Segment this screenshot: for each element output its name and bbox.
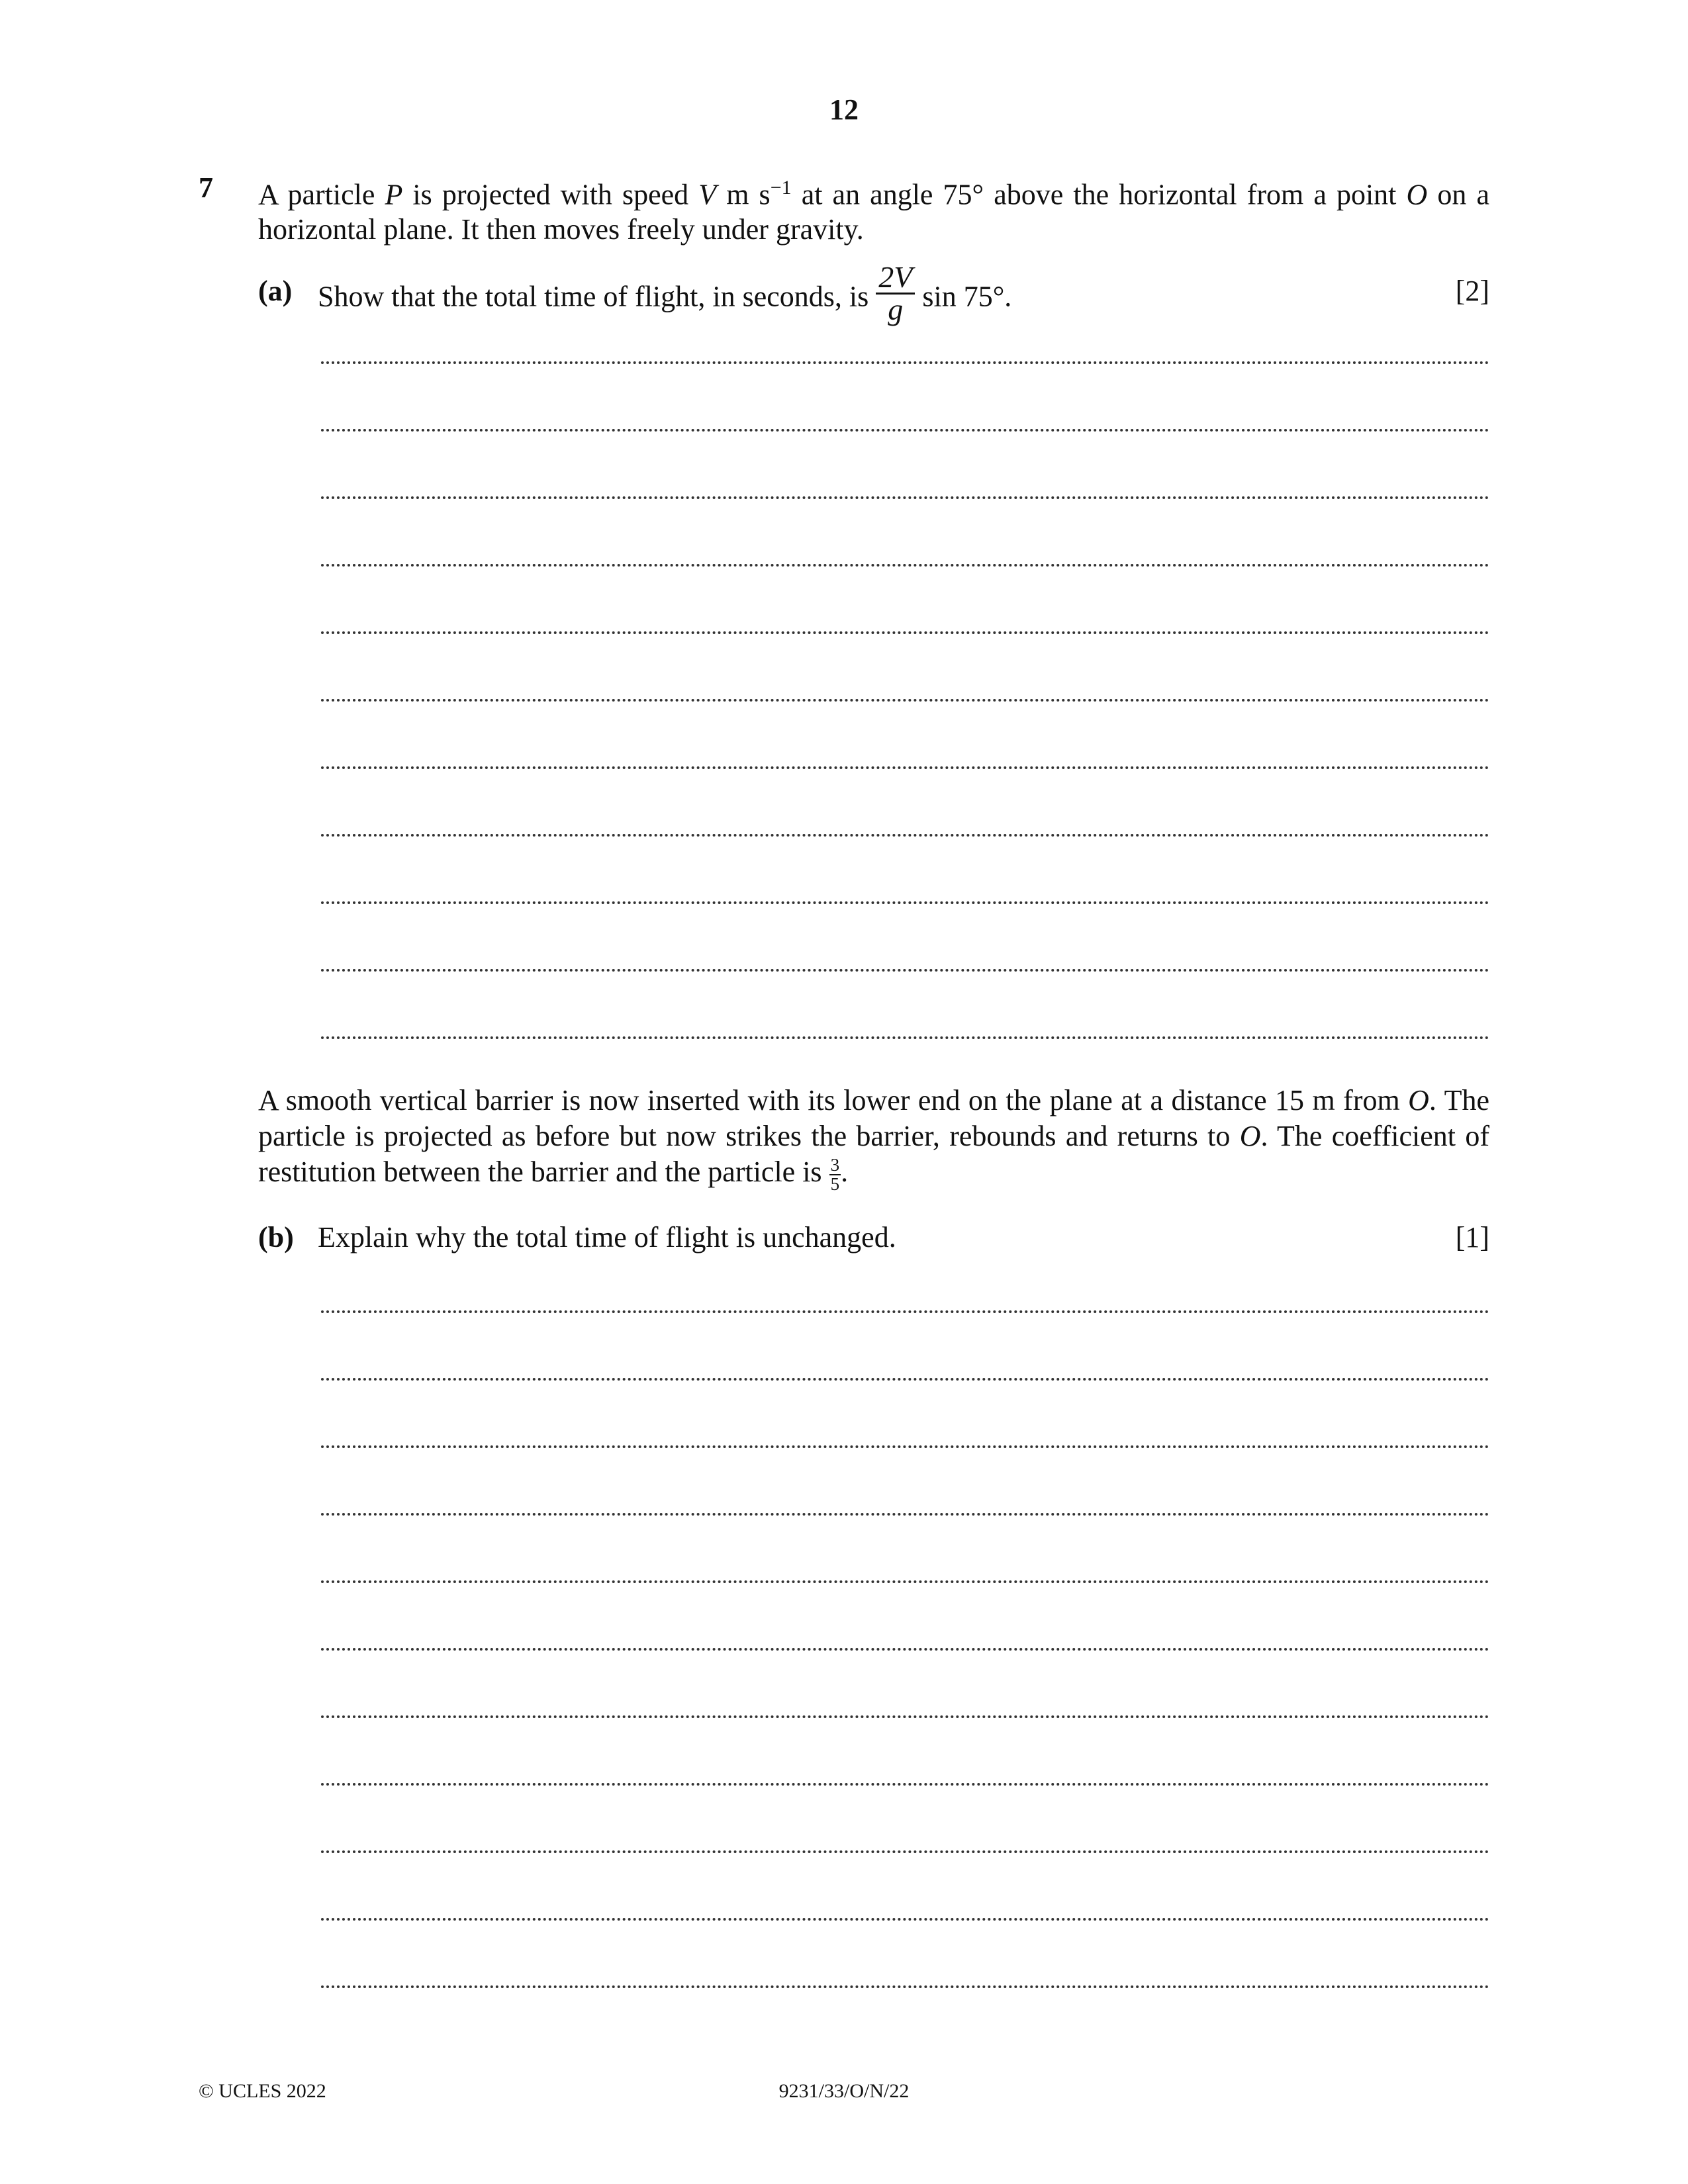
fraction-numerator: 3	[830, 1154, 840, 1175]
part-a-label: (a)	[258, 275, 293, 307]
answer-line[interactable]	[321, 1513, 1489, 1516]
footer-copyright: © UCLES 2022	[199, 2080, 326, 2102]
answer-line[interactable]	[321, 1310, 1489, 1313]
var-o: O	[1408, 1084, 1429, 1116]
part-b-text: Explain why the total time of flight is unchanged.	[318, 1221, 896, 1253]
fraction-numerator: 2V	[876, 262, 915, 295]
barrier-text-2: . The particle is projected as before but now strikes the barrier, rebounds and returns to	[258, 1084, 1489, 1152]
part-a-text-main: Show that the total time of flight, in seconds, is	[318, 280, 876, 313]
intro-text-2: is projected with speed	[402, 178, 699, 211]
footer-paper-code: 9231/33/O/N/22	[778, 2080, 910, 2102]
barrier-text-1: A smooth vertical barrier is now inserted with its lower end on the plane at a distance 15 m from	[258, 1084, 1409, 1116]
part-b-label: (b)	[258, 1221, 294, 1253]
time-fraction	[876, 262, 915, 325]
answer-line[interactable]	[321, 1445, 1489, 1448]
barrier-text-3: . The coefficient of restitution between the barrier and the particle is	[258, 1120, 1489, 1188]
barrier-text-4: .	[841, 1156, 849, 1188]
fraction-denominator: 5	[830, 1173, 840, 1194]
var-v: V	[698, 178, 717, 211]
part-a-suffix: sin 75°.	[922, 280, 1012, 313]
answer-line[interactable]	[321, 1783, 1489, 1786]
var-o: O	[1406, 178, 1428, 211]
answer-line[interactable]	[321, 1715, 1489, 1718]
question-intro	[258, 171, 1489, 247]
part-a-prompt	[258, 260, 1489, 330]
answer-line[interactable]	[321, 834, 1489, 837]
var-o: O	[1239, 1120, 1261, 1152]
fraction-denominator: g	[888, 293, 904, 326]
answer-line[interactable]	[321, 1648, 1489, 1651]
unit-exponent: −1	[770, 177, 792, 199]
answer-line[interactable]	[321, 1580, 1489, 1583]
answer-line[interactable]	[321, 1036, 1489, 1039]
answer-line[interactable]	[321, 631, 1489, 634]
part-b-marks: [1]	[1455, 1221, 1489, 1253]
question-number: 7	[199, 171, 213, 204]
answer-line[interactable]	[321, 1985, 1489, 1988]
intro-text-4: on a horizontal plane. It then moves freely under gravity.	[258, 178, 1489, 246]
restitution-fraction	[829, 1156, 841, 1193]
answer-line[interactable]	[321, 564, 1489, 567]
answer-line[interactable]	[321, 969, 1489, 972]
page-number: 12	[829, 93, 859, 126]
answer-line[interactable]	[321, 1378, 1489, 1381]
var-p: P	[385, 178, 403, 211]
answer-line[interactable]	[321, 429, 1489, 432]
barrier-paragraph	[258, 1083, 1489, 1193]
answer-line[interactable]	[321, 496, 1489, 499]
part-b-prompt	[258, 1220, 1383, 1260]
answer-line[interactable]	[321, 361, 1489, 364]
unit-ms: m s	[726, 178, 771, 211]
answer-line[interactable]	[321, 901, 1489, 904]
intro-text-1: A particle	[258, 178, 385, 211]
answer-line[interactable]	[321, 1850, 1489, 1853]
answer-line[interactable]	[321, 766, 1489, 769]
answer-line[interactable]	[321, 1918, 1489, 1921]
part-a-marks: [2]	[1455, 275, 1489, 307]
answer-line[interactable]	[321, 699, 1489, 702]
part-a-text	[318, 260, 1012, 326]
intro-text-3: at an angle 75° above the horizontal from a point	[791, 178, 1407, 211]
